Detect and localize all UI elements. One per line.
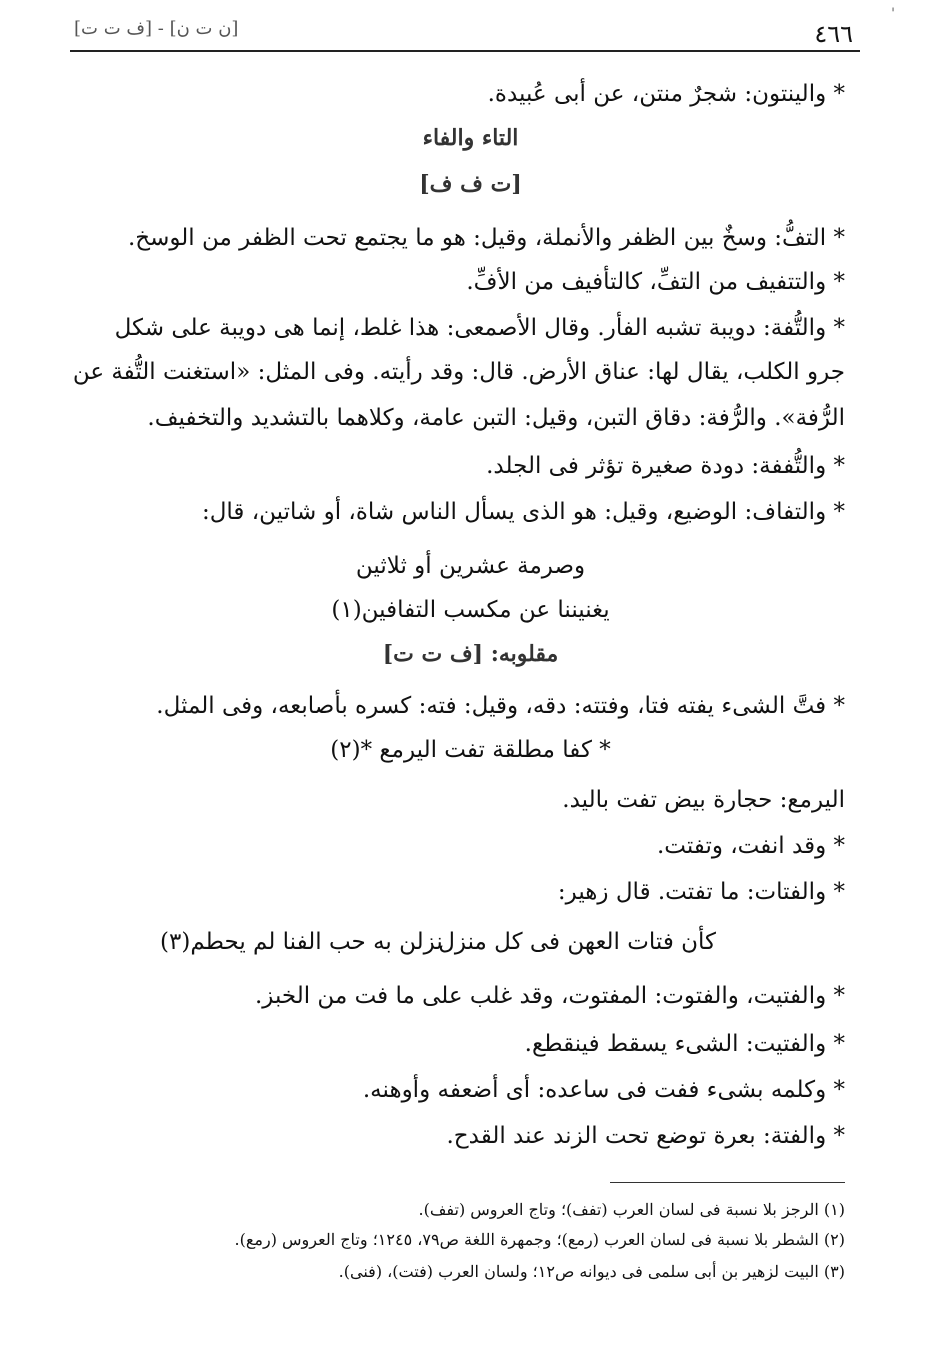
entry-yantun: * والينتون: شجرٌ منتن، عن أبى عُبيدة. — [487, 81, 845, 107]
entry-tatfif: * والتتفيف من التفِّ، كالتأفيف من الأفِّ. — [466, 269, 845, 295]
margin-mark: ' — [891, 6, 895, 22]
entry-futat: * والفتات: ما تفتت. قال زهير: — [557, 879, 845, 905]
section-tag: [ن ت ن] - [ف ت ت] — [74, 18, 239, 39]
verse-line-2: يغنيننا عن مكسب التفافين(١) — [331, 597, 610, 623]
entry-tuffa-cont-1: جرو الكلب، يقال لها: عناق الأرض. قال: وقد رأيته. وفى المثل: «استغنت التُّفة عن — [72, 359, 845, 385]
chapter-heading: التاء والفاء — [422, 125, 519, 151]
entry-tuffafa: * والتُّففة: دودة صغيرة تؤثر فى الجلد. — [486, 453, 845, 479]
zuhair-verse-first-hemistich: كأن فتات العهن فى كل منزل — [438, 929, 716, 955]
entry-yarma: اليرمع: حجارة بيض تفت باليد. — [562, 787, 845, 813]
entry-tuffa: * والتُّفة: دويبة تشبه الفأر. وقال الأصمعى: هذا غلط، إنما هى دويبة على شكل — [114, 315, 845, 341]
entry-fatt: * فتَّ الشىء يفته فتا، وفتته: دقه، وقيل: فته: كسره بأصابعه، وفى المثل. — [156, 693, 845, 719]
entry-tuffa-cont-2: الرُّفة». والرُّفة: دقاق التبن، وقيل: التبن عامة، وكلاهما بالتشديد والتخفيف. — [147, 405, 845, 431]
entry-fatta: * والفتة: بعرة توضع تحت الزند عند القدح. — [446, 1123, 845, 1149]
entry-fatta-fi-saidih: * وكلمه بشىء ففت فى ساعده: أى أضعفه وأوهنه. — [362, 1077, 845, 1103]
entry-infatt: * وقد انفت، وتفتت. — [656, 833, 845, 859]
entry-taffaf: * والتفاف: الوضيع، وقيل: هو الذى يسأل الناس شاة، أو شاتين، قال: — [201, 499, 845, 525]
verse-line-1: وصرمة عشرين أو ثلاثين — [355, 553, 586, 579]
page-number: ٤٦٦ — [814, 20, 853, 48]
zuhair-verse-second-hemistich: نزلن به حب الفنا لم يحطم(٣) — [160, 929, 443, 955]
footnote-3: (٣) البيت لزهير بن أبى سلمى فى ديوانه ص١٢؛ ولسان العرب (فتت)، (فنى). — [338, 1262, 845, 1281]
header-rule — [70, 50, 860, 52]
proverb-line: * كفا مطلقة تفت اليرمع *(٢) — [330, 737, 611, 763]
entry-fatit: * والفتيت، والفتوت: المفتوت، وقد غلب على ما فت من الخبز. — [254, 983, 845, 1009]
entry-fatit-2: * والفتيت: الشىء يسقط فينقطع. — [524, 1031, 845, 1057]
root-heading-tff: [ت ف ف] — [419, 171, 522, 197]
footnote-2: (٢) الشطر بلا نسبة فى لسان العرب (رمع)؛ وجمهرة اللغة ص٧٩، ١٢٤٥؛ وتاج العروس (رمع). — [234, 1230, 845, 1249]
footnote-1: (١) الرجز بلا نسبة فى لسان العرب (تفف)؛ وتاج العروس (تفف). — [418, 1200, 845, 1219]
entry-tuff: * التفُّ: وسخٌ بين الظفر والأنملة، وقيل: هو ما يجتمع تحت الظفر من الوسخ. — [127, 225, 845, 251]
footnote-rule — [610, 1182, 845, 1183]
root-heading-ftt: مقلوبه: [ف ت ت] — [382, 641, 559, 667]
